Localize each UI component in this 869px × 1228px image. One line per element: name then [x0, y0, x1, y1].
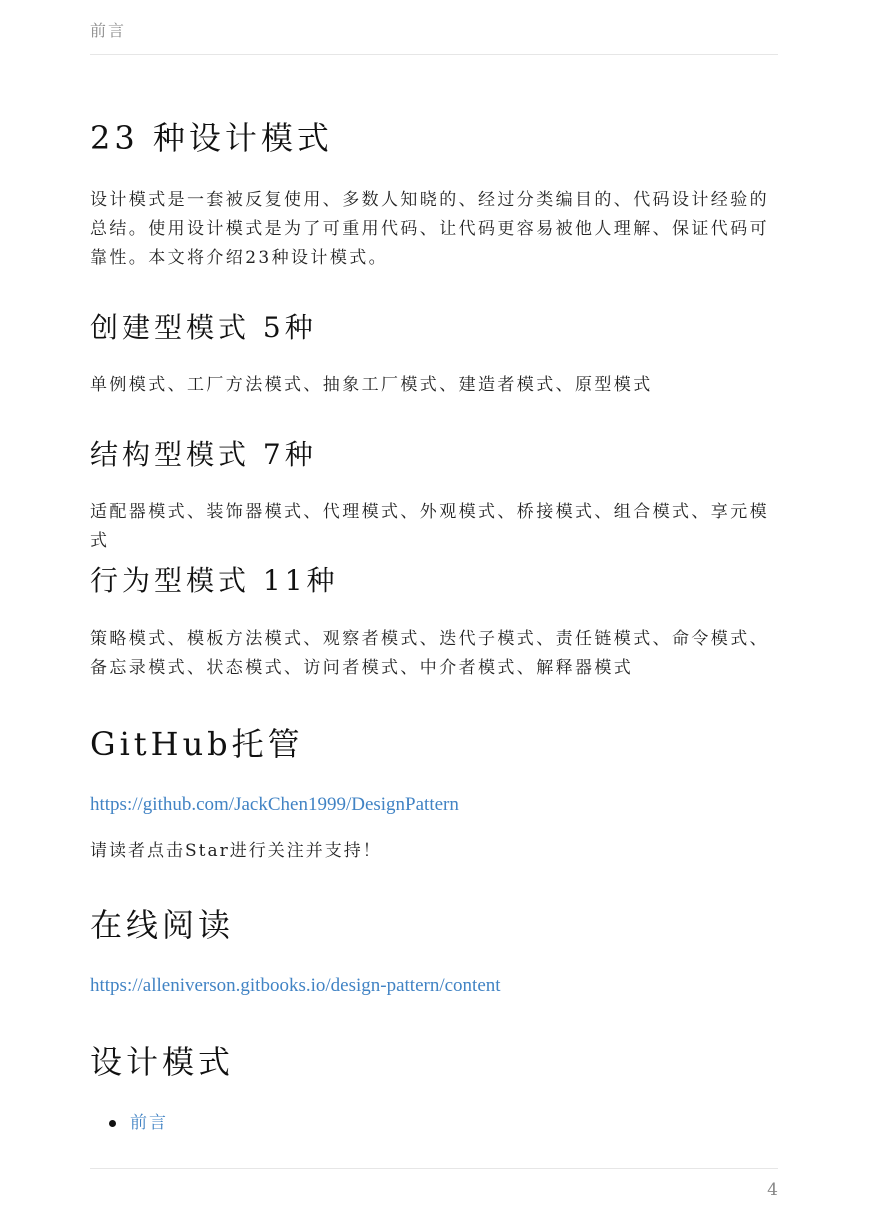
toc-item-preface	[90, 1110, 778, 1136]
heading-creational-patterns: 创建型模式 5种	[90, 311, 317, 344]
github-repo-link[interactable]: https://github.com/JackChen1999/DesignPattern	[90, 794, 459, 815]
heading-github-hosting: GitHub托管	[90, 725, 304, 763]
toc-list	[90, 1110, 778, 1136]
bullet-icon	[109, 1120, 116, 1127]
behavioral-patterns-list: 策略模式、模板方法模式、观察者模式、迭代子模式、责任链模式、命令模式、备忘录模式、状态模式、访问者模式、中介者模式、解释器模式	[90, 629, 769, 678]
document-page	[90, 0, 778, 1228]
github-star-note: 请读者点击Star进行关注并支持！	[90, 841, 382, 861]
heading-behavioral-patterns: 行为型模式 11种	[90, 564, 339, 597]
gitbook-link[interactable]: https://alleniverson.gitbooks.io/design-pattern/content	[90, 975, 501, 996]
footer-divider	[90, 1168, 778, 1169]
github-link-line	[90, 794, 778, 816]
structural-patterns-list: 适配器模式、装饰器模式、代理模式、外观模式、桥接模式、组合模式、享元模式	[90, 502, 769, 551]
online-link-line	[90, 975, 778, 997]
heading-structural-patterns: 结构型模式 7种	[90, 438, 317, 471]
running-header: 前言	[90, 21, 127, 40]
title-23-design-patterns: 23 种设计模式	[90, 119, 333, 157]
intro-paragraph: 设计模式是一套被反复使用、多数人知晓的、经过分类编目的、代码设计经验的总结。使用设计模式是为了可重用代码、让代码更容易被他人理解、保证代码可靠性。本文将介绍23种设计模式。	[90, 190, 769, 268]
toc-link-preface[interactable]: 前言	[130, 1113, 168, 1133]
creational-patterns-list: 单例模式、工厂方法模式、抽象工厂模式、建造者模式、原型模式	[90, 375, 653, 395]
heading-design-patterns-toc: 设计模式	[90, 1043, 235, 1081]
page-number: 4	[767, 1180, 778, 1200]
header-divider	[90, 54, 778, 55]
heading-online-reading: 在线阅读	[90, 906, 235, 944]
